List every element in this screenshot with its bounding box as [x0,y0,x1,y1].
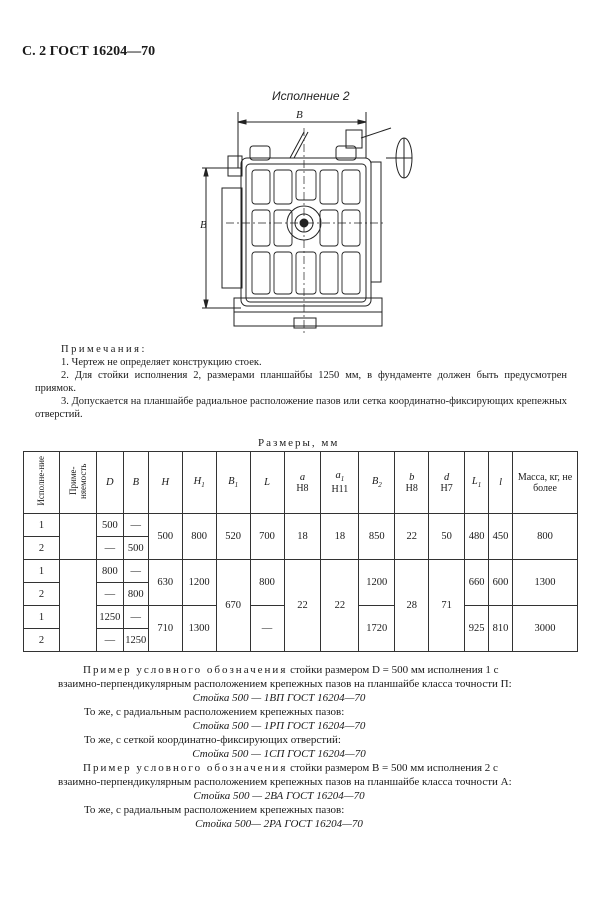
page-header: С. 2 ГОСТ 16204—70 [22,44,156,59]
cell: 1 [24,514,60,537]
hdr-B2: $B_2$ [359,452,395,514]
cell: 520 [216,514,250,560]
hdr-d: d H7 [429,452,465,514]
cell: 500 [96,514,123,537]
cell: 800 [250,560,284,606]
cell: 810 [489,606,513,652]
cell: 50 [429,514,465,560]
cell: 18 [284,514,321,560]
example-1-line2: взаимно-перпендикулярным расположением крепежных пазов на планшайбе класса точности П: [58,678,512,690]
example-3-text: То же, с сеткой координатно-фиксирующих отверстий: [84,734,341,746]
drawing-title: Исполнение 2 [272,89,350,103]
cell: 800 [513,514,578,560]
notes-section [35,343,567,421]
dim-top-label: B [296,109,303,121]
cell: — [96,629,123,652]
cell: — [123,606,148,629]
cell: 1200 [359,560,395,606]
hdr-D: D [96,452,123,514]
example-5-text: То же, с радиальным расположением крепежных пазов: [84,804,345,816]
cell: 800 [123,583,148,606]
cell: 710 [148,606,182,652]
cell: 1300 [182,606,216,652]
cell: 1 [24,560,60,583]
stand-drawing [186,88,426,338]
hdr-b: b H8 [395,452,429,514]
example-4-code: Стойка 500 — 2ВА ГОСТ 16204—70 [193,790,365,802]
cell: 500 [123,537,148,560]
dim-side-label: B [200,219,207,231]
table-header-row [24,452,578,514]
hdr-mass: Масса, кг, не более [513,452,578,514]
notes-title: Примечания: [61,344,147,355]
cell: 1720 [359,606,395,652]
cell: — [250,606,284,652]
cell: 800 [96,560,123,583]
cell: 2 [24,537,60,560]
cell: 22 [395,514,429,560]
table-row [24,560,578,583]
cell-empty [59,514,96,560]
cell: 1 [24,606,60,629]
example-1-code: Стойка 500 — 1ВП ГОСТ 16204—70 [192,692,366,704]
table-caption: Размеры, мм [258,437,340,449]
example-1-line: Пример условного обозначения стойки размером D = 500 мм исполнения 1 с [83,664,499,676]
cell: 670 [216,560,250,652]
hdr-a: a H8 [284,452,321,514]
hdr-B: B [123,452,148,514]
cell: 500 [148,514,182,560]
example-3-code: Стойка 500 — 1СП ГОСТ 16204—70 [192,748,366,760]
cell: 850 [359,514,395,560]
cell: 22 [321,560,359,652]
example-4-line2: взаимно-перпендикулярным расположением крепежных пазов на планшайбе класса точности А: [58,776,512,788]
hdr-L: L [250,452,284,514]
cell: 2 [24,629,60,652]
hdr-ispolnenie: Исполне-ние [24,452,60,514]
cell: — [123,560,148,583]
hdr-H1: $H_1$ [182,452,216,514]
table-row [24,514,578,537]
cell: 450 [489,514,513,560]
cell: 925 [465,606,489,652]
cell: 600 [489,560,513,606]
note-1: 1. Чертеж не определяет конструкцию стоек. [61,357,262,368]
example-2-text: То же, с радиальным расположением крепежных пазов: [84,706,345,718]
cell: 660 [465,560,489,606]
cell: 71 [429,560,465,652]
cell: — [96,583,123,606]
example-2-code: Стойка 500 — 1РП ГОСТ 16204—70 [192,720,366,732]
examples-section [58,663,570,831]
example-4-line: Пример условного обозначения стойки размером B = 500 мм исполнения 2 с [83,762,498,774]
cell: 1250 [96,606,123,629]
note-3: 3. Допускается на планшайбе радиальное расположение пазов или сетка координатно-фиксирующих крепежных отверстий. [35,396,567,420]
cell: 700 [250,514,284,560]
cell-empty [59,560,96,652]
hdr-primenyaemost: Приме-няемость [59,452,96,514]
example-5-code: Стойка 500— 2РА ГОСТ 16204—70 [195,818,363,830]
cell: 1200 [182,560,216,606]
cell: 18 [321,514,359,560]
cell: 630 [148,560,182,606]
cell: 22 [284,560,321,652]
hdr-H: H [148,452,182,514]
cell: 480 [465,514,489,560]
cell: — [96,537,123,560]
hdr-a1: $a_1$ H11 [321,452,359,514]
hdr-B1: $B_1$ [216,452,250,514]
cell: 28 [395,560,429,652]
cell: 2 [24,583,60,606]
cell: 1300 [513,560,578,606]
cell: — [123,514,148,537]
cell: 3000 [513,606,578,652]
cell: 1250 [123,629,148,652]
hdr-L1: $L_1$ [465,452,489,514]
note-2: 2. Для стойки исполнения 2, размерами планшайбы 1250 мм, в фундаменте должен быть предусмотрен приямок. [35,370,567,394]
dimensions-table [23,451,578,652]
cell: 800 [182,514,216,560]
hdr-l: l [489,452,513,514]
